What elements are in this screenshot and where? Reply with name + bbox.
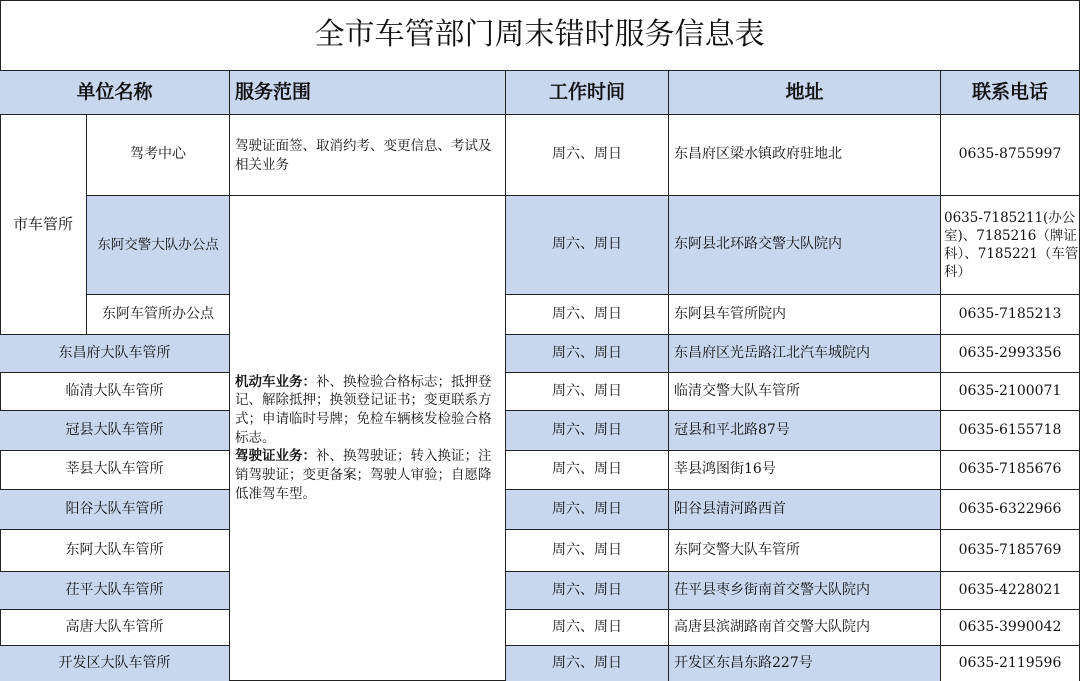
table-row-name: 冠县大队车管所 [0,411,230,451]
table-row-name: 东昌府大队车管所 [0,335,230,373]
table-row-name: 高唐大队车管所 [0,610,230,646]
table-row-name: 阳谷大队车管所 [0,490,230,530]
sub-unit-name: 东阿交警大队办公点 [87,196,230,295]
vehicle-business-label: 机动车业务： [235,373,316,390]
header-address: 地址 [669,71,941,115]
sub-unit-name: 驾考中心 [87,115,230,196]
table-row-phone: 0635-2100071 [941,373,1080,411]
sub-unit-address: 东昌府区梁水镇政府驻地北 [669,115,941,196]
table-row-name: 临清大队车管所 [0,373,230,411]
table-row-phone: 0635-4228021 [941,572,1080,610]
page-title: 全市车管部门周末错时服务信息表 [0,0,1080,71]
table-row-hours: 周六、周日 [506,646,669,681]
table-row-address: 临清交警大队车管所 [669,373,941,411]
table-row-address: 莘县鸿图街16号 [669,451,941,490]
table-row-hours: 周六、周日 [506,530,669,572]
table-row-phone: 0635-6322966 [941,490,1080,530]
sub-unit-address: 东阿县车管所院内 [669,295,941,335]
table-row-name: 茌平大队车管所 [0,572,230,610]
table-row-phone: 0635-2119596 [941,646,1080,681]
table-row-address: 茌平县枣乡街南首交警大队院内 [669,572,941,610]
table-row-hours: 周六、周日 [506,490,669,530]
city-office-name: 市车管所 [0,115,87,335]
table-row-phone: 0635-2993356 [941,335,1080,373]
header-scope: 服务范围 [230,71,506,115]
vehicle-business-text: 补、换检验合格标志；抵押登记、解除抵押；换领登记证书；变更联系方式；申请临时号牌；免检车辆核发检验合格标志。 [235,373,492,446]
table-row-address: 东昌府区光岳路江北汽车城院内 [669,335,941,373]
table-row-hours: 周六、周日 [506,451,669,490]
table-row-phone: 0635-3990042 [941,610,1080,646]
table-row-phone: 0635-6155718 [941,411,1080,451]
table-row-phone: 0635-7185676 [941,451,1080,490]
table-row-address: 冠县和平北路87号 [669,411,941,451]
sub-unit-address: 东阿县北环路交警大队院内 [669,196,941,295]
sub-unit-hours: 周六、周日 [506,196,669,295]
scope-exam: 驾驶证面签、取消约考、变更信息、考试及相关业务 [230,115,506,196]
table-row-hours: 周六、周日 [506,610,669,646]
license-business-text: 补、换驾驶证；转入换证；注销驾驶证；变更备案；驾驶人审验；自愿降低准驾车型。 [235,448,492,502]
header-unit: 单位名称 [0,71,230,115]
table-row-hours: 周六、周日 [506,411,669,451]
sub-unit-phone: 0635-8755997 [941,115,1080,196]
license-business-label: 驾驶证业务： [235,448,316,465]
table-row-name: 开发区大队车管所 [0,646,230,681]
table-row-address: 高唐县滨湖路南首交警大队院内 [669,610,941,646]
table-row-phone: 0635-7185769 [941,530,1080,572]
sub-unit-hours: 周六、周日 [506,295,669,335]
header-hours: 工作时间 [506,71,669,115]
scope-main [230,196,506,681]
table-row-hours: 周六、周日 [506,572,669,610]
sub-unit-phone: 0635-7185213 [941,295,1080,335]
header-phone: 联系电话 [941,71,1080,115]
table-row-address: 开发区东昌东路227号 [669,646,941,681]
sub-unit-hours: 周六、周日 [506,115,669,196]
table-row-name: 东阿大队车管所 [0,530,230,572]
table-row-name: 莘县大队车管所 [0,451,230,490]
table-row-address: 东阿交警大队车管所 [669,530,941,572]
table-row-address: 阳谷县清河路西首 [669,490,941,530]
sub-unit-phone: 0635-7185211(办公室)、7185216（牌证科）、7185221（车管科） [941,196,1080,295]
table-row-hours: 周六、周日 [506,373,669,411]
table-row-hours: 周六、周日 [506,335,669,373]
sub-unit-name: 东阿车管所办公点 [87,295,230,335]
